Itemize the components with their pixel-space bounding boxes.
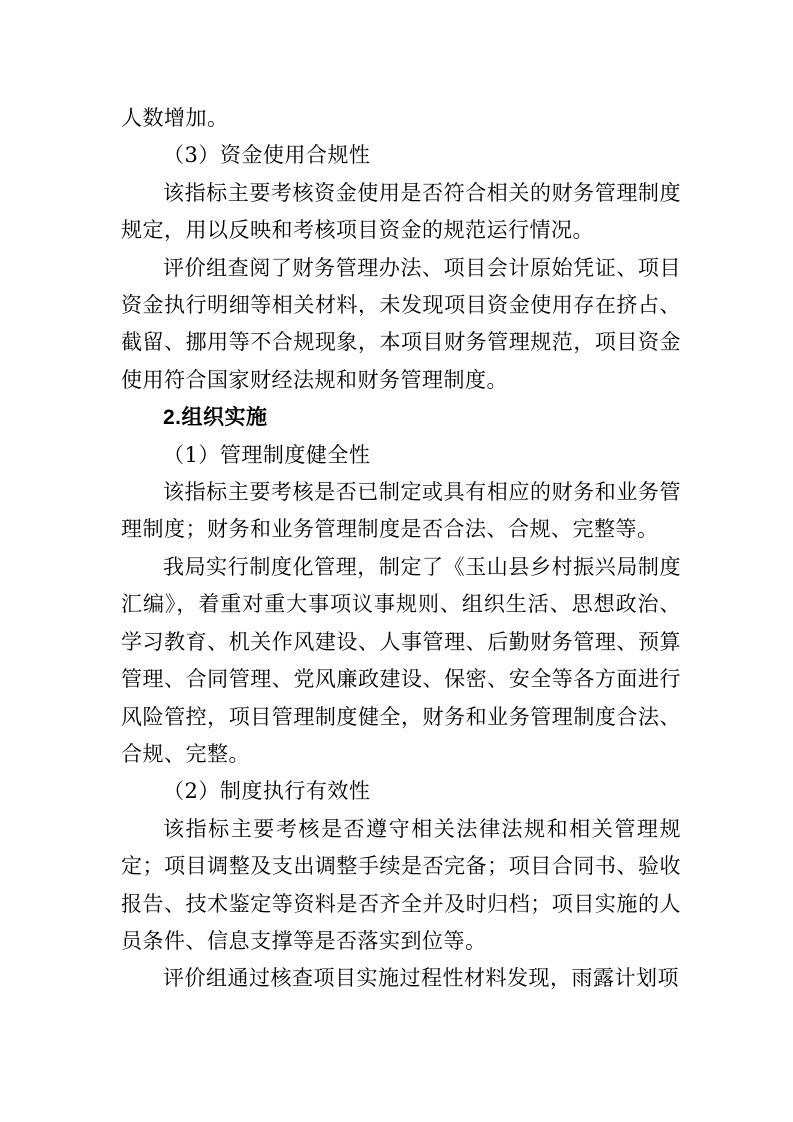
paragraph: 评价组查阅了财务管理办法、项目会计原始凭证、项目资金执行明细等相关材料，未发现项目资金使用存在挤占、截留、挪用等不合规现象，本项目财务管理规范，项目资金使用符合国家财经法规和财务管理制度。 — [121, 255, 681, 392]
paragraph: （2）制度执行有效性 — [163, 779, 371, 804]
paragraph: 我局实行制度化管理，制定了《玉山县乡村振兴局制度汇编》，着重对重大事项议事规则、组织生活、思想政治、学习教育、机关作风建设、人事管理、后勤财务管理、预算管理、合同管理、党风廉政建设、保密、安全等各方面进行风险管控，项目管理制度健全，财务和业务管理制度合法、合规、完整。 — [121, 554, 681, 766]
paragraph: （1）管理制度健全性 — [163, 442, 371, 467]
paragraph: 人数增加。 — [121, 106, 229, 130]
paragraph: （3）资金使用合规性 — [163, 143, 371, 168]
paragraph: 该指标主要考核是否已制定或具有相应的财务和业务管理制度；财务和业务管理制度是否合法、合规、完整等。 — [121, 480, 681, 542]
document-body — [121, 100, 681, 998]
paragraph: 评价组通过核查项目实施过程性材料发现，雨露计划项 — [163, 966, 679, 991]
section-heading: 2.组织实施 — [163, 406, 268, 430]
paragraph: 该指标主要考核是否遵守相关法律法规和相关管理规定；项目调整及支出调整手续是否完备；项目合同书、验收报告、技术鉴定等资料是否齐全并及时归档；项目实施的人员条件、信息支撑等是否落实到位等。 — [121, 816, 681, 953]
paragraph: 该指标主要考核资金使用是否符合相关的财务管理制度规定，用以反映和考核项目资金的规范运行情况。 — [121, 180, 681, 243]
